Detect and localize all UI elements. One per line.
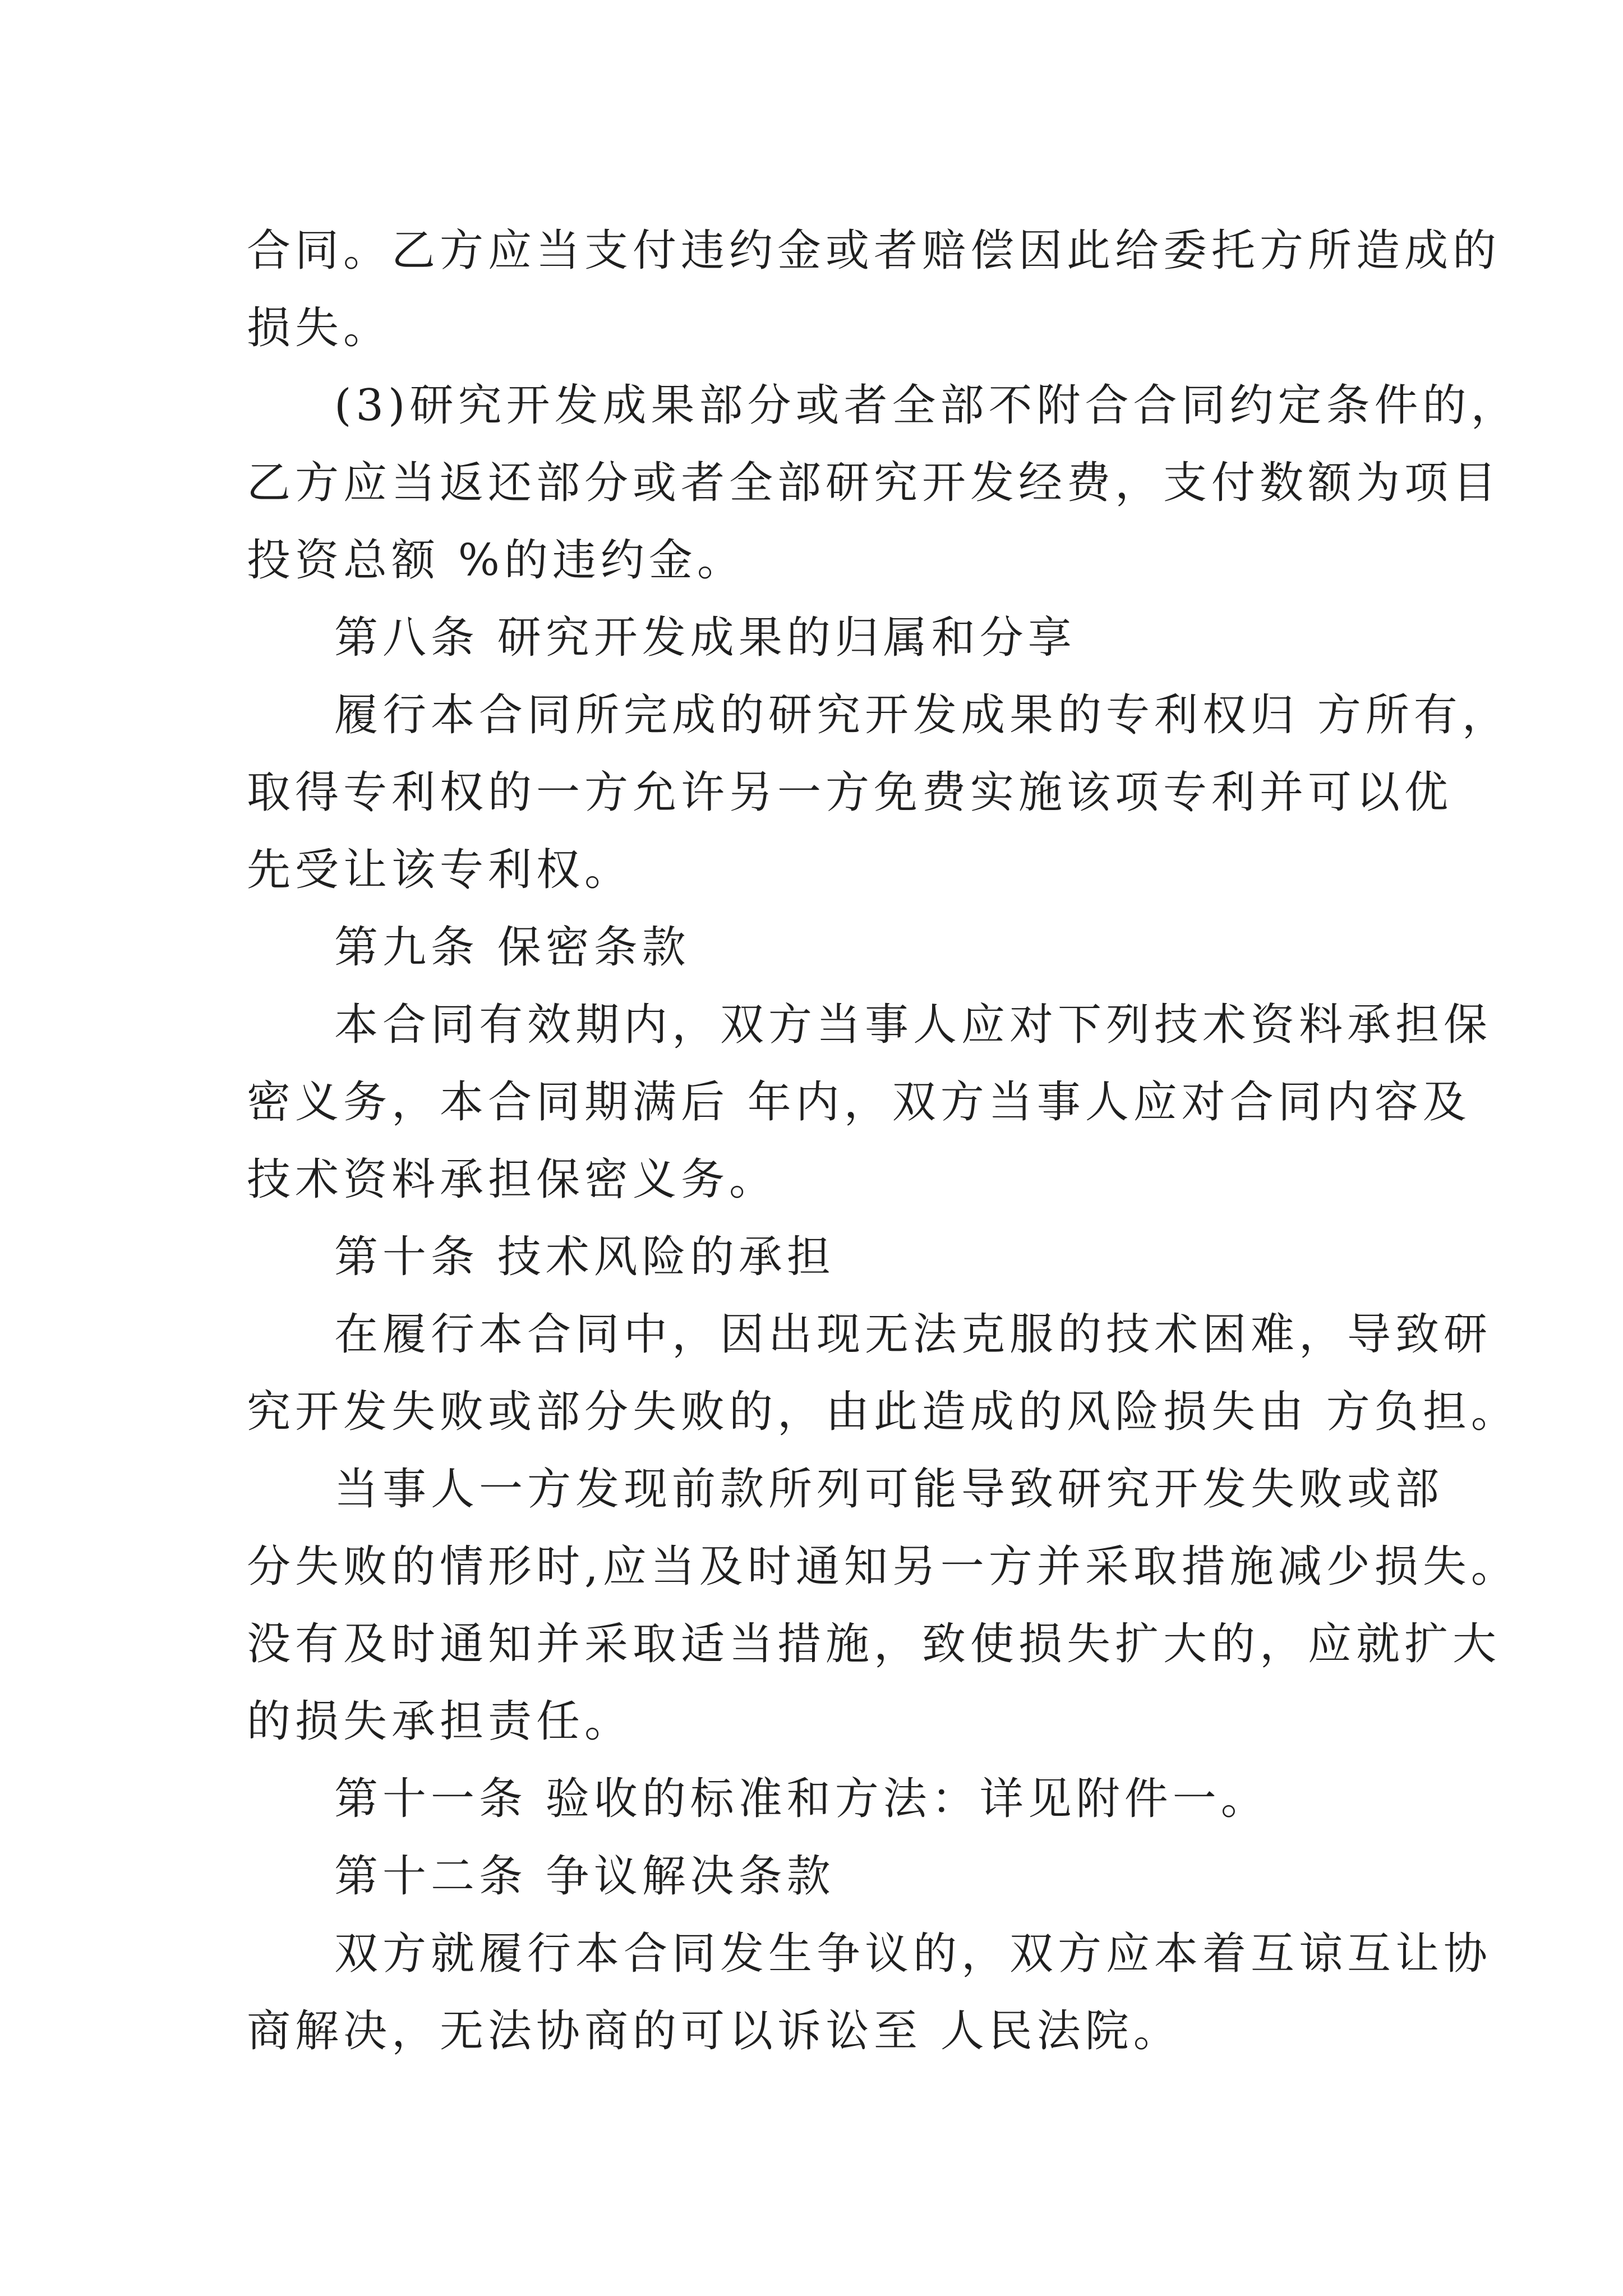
text-line: 先受让该专利权。 bbox=[247, 845, 633, 895]
text-line: (3)研究开发成果部分或者全部不附合合同约定条件的， bbox=[334, 380, 1519, 431]
text-line: 履行本合同所完成的研究开发成果的专利权归 方所有， bbox=[334, 690, 1510, 740]
text-line: 当事人一方发现前款所列可能导致研究开发失败或部 bbox=[334, 1464, 1444, 1515]
text-line: 双方就履行本合同发生争议的，双方应本着互谅互让协 bbox=[334, 1929, 1492, 1979]
article-heading: 第九条 保密条款 bbox=[334, 922, 690, 973]
text-line: 究开发失败或部分失败的，由此造成的风险损失由 方负担。 bbox=[247, 1387, 1519, 1437]
text-line: 合同。乙方应当支付违约金或者赔偿因此给委托方所造成的 bbox=[247, 226, 1501, 276]
text-line: 本合同有效期内，双方当事人应对下列技术资料承担保 bbox=[334, 1000, 1492, 1050]
text-line: 取得专利权的一方允许另一方免费实施该项专利并可以优 bbox=[247, 767, 1453, 818]
text-line: 密义务，本合同期满后 年内，双方当事人应对合同内容及 bbox=[247, 1077, 1471, 1128]
text-line: 商解决，无法协商的可以诉讼至 人民法院。 bbox=[247, 2006, 1182, 2056]
text-line: 投资总额 %的违约金。 bbox=[247, 535, 745, 586]
article-heading: 第十二条 争议解决条款 bbox=[334, 1851, 835, 1902]
text-line: 在履行本合同中，因出现无法克服的技术困难，导致研 bbox=[334, 1309, 1492, 1360]
contract-text bbox=[247, 212, 1519, 2070]
article-heading: 第八条 研究开发成果的归属和分享 bbox=[334, 613, 1076, 663]
text-line: 的损失承担责任。 bbox=[247, 1696, 633, 1747]
article-heading: 第十条 技术风险的承担 bbox=[334, 1232, 835, 1282]
text-line: 没有及时通知并采取适当措施，致使损失扩大的，应就扩大 bbox=[247, 1619, 1501, 1669]
text-line: 技术资料承担保密义务。 bbox=[247, 1154, 778, 1205]
article-heading: 第十一条 验收的标准和方法：详见附件一。 bbox=[334, 1774, 1269, 1824]
text-line: 乙方应当返还部分或者全部研究开发经费，支付数额为项目 bbox=[247, 458, 1501, 508]
text-line: 分失败的情形时,应当及时通知另一方并采取措施减少损失。 bbox=[247, 1542, 1519, 1592]
text-line: 损失。 bbox=[247, 303, 392, 353]
